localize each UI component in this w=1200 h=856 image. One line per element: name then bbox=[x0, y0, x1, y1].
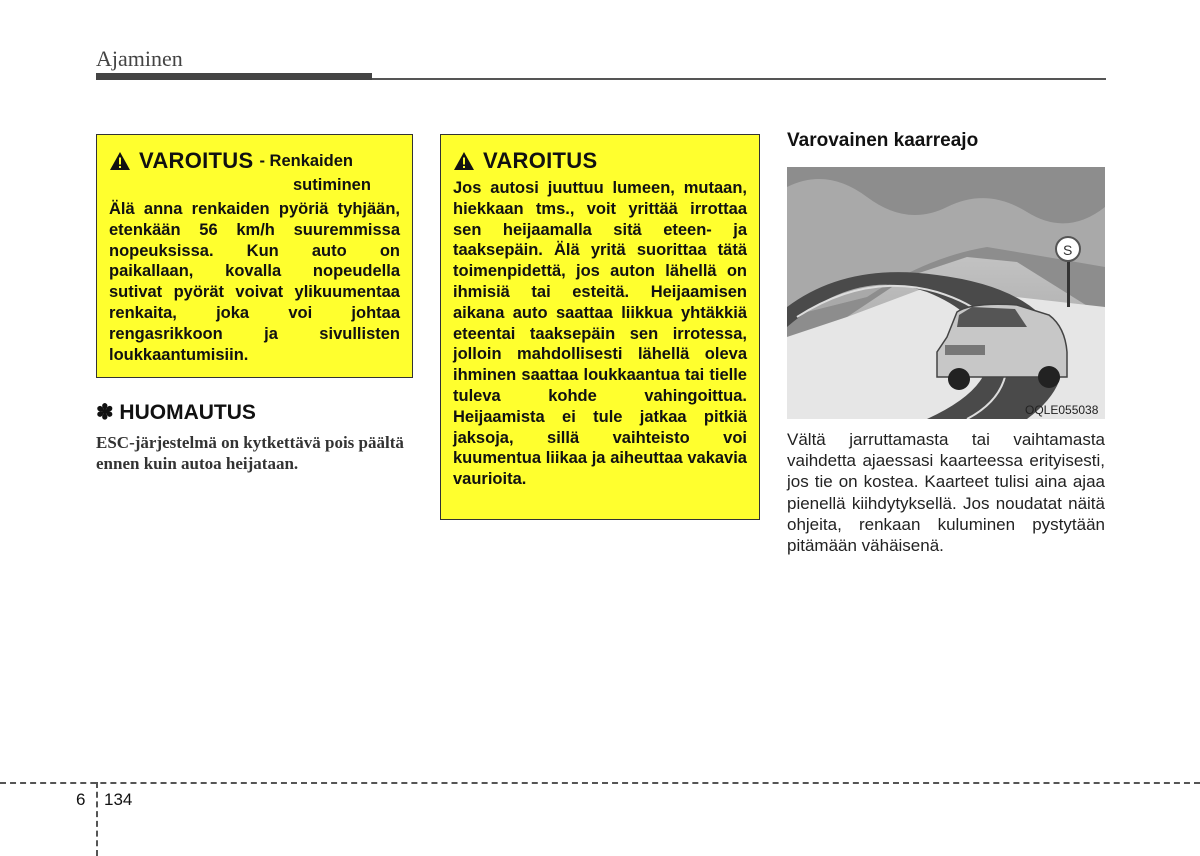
header-rule bbox=[372, 78, 1106, 80]
image-code: OQLE055038 bbox=[1025, 403, 1099, 417]
section-body: Vältä jarruttamasta tai vaihtamasta vaihdetta ajaessasi kaarteessa erityisesti, jos tie on kostea. Kaarteet tulisi aina ajaa pienellä kiihdytyksellä. Jos noudatat näitä ohjeita, renkaan kuluminen pystytään pitämään vähäisenä. bbox=[787, 430, 1105, 556]
svg-text:S: S bbox=[1063, 242, 1073, 258]
chapter-number: 6 bbox=[76, 790, 86, 809]
section-title: Ajaminen bbox=[96, 46, 183, 71]
warning-box-rocking bbox=[440, 134, 760, 520]
warning-triangle-icon bbox=[109, 151, 131, 171]
warning-subtitle-cont: sutiminen bbox=[293, 176, 371, 194]
warning-subtitle: - Renkaiden bbox=[259, 151, 353, 170]
footer-rule bbox=[0, 782, 1200, 784]
warning-title: VAROITUS bbox=[483, 148, 598, 173]
note-body: ESC-järjestelmä on kytkettävä pois päältä ennen kuin autoa heijataan. bbox=[96, 433, 404, 473]
warning-title: VAROITUS bbox=[139, 148, 254, 173]
warning-triangle-icon bbox=[453, 151, 475, 171]
warning-box-wheelspin bbox=[96, 134, 413, 378]
page-number: 134 bbox=[104, 790, 133, 809]
note-title: ✽ HUOMAUTUS bbox=[96, 401, 256, 424]
footer-divider bbox=[96, 782, 98, 856]
curve-driving-photo bbox=[787, 167, 1105, 419]
warning-body: Älä anna renkaiden pyöriä tyhjään, etenkään 56 km/h suuremmissa nopeuksissa. Kun auto on paikallaan, kovalla nopeudella sutivat pyörät voivat ylikuumentaa renkaita, joka voi johtaa rengasrikkoon ja sivullisten loukkaantumisiin. bbox=[109, 200, 400, 364]
header-bar bbox=[96, 73, 372, 80]
section-heading: Varovainen kaarreajo bbox=[787, 130, 979, 151]
warning-body: Jos autosi juuttuu lumeen, mutaan, hiekkaan tms., voit yrittää irrottaa sen heijaamalla sitä eteen- ja taaksepäin. Älä yritä suorittaa tätä toimenpidettä, jos auton lähellä on ihmisiä tai esteitä. Heijaamisen aikana auto saattaa liikkua yhtäkkiä eteentai taaksepäin sen irrotessa, jolloin mahdollisesti lähellä oleva ihminen saattaa loukkaantua tai tielle tuleva kohde vahingoittua. Heijaamista ei tule jatkaa pitkiä jaksoja, sillä vaihteisto voi kuumentua liikaa ja aiheuttaa vakavia vaurioita. bbox=[453, 179, 747, 489]
